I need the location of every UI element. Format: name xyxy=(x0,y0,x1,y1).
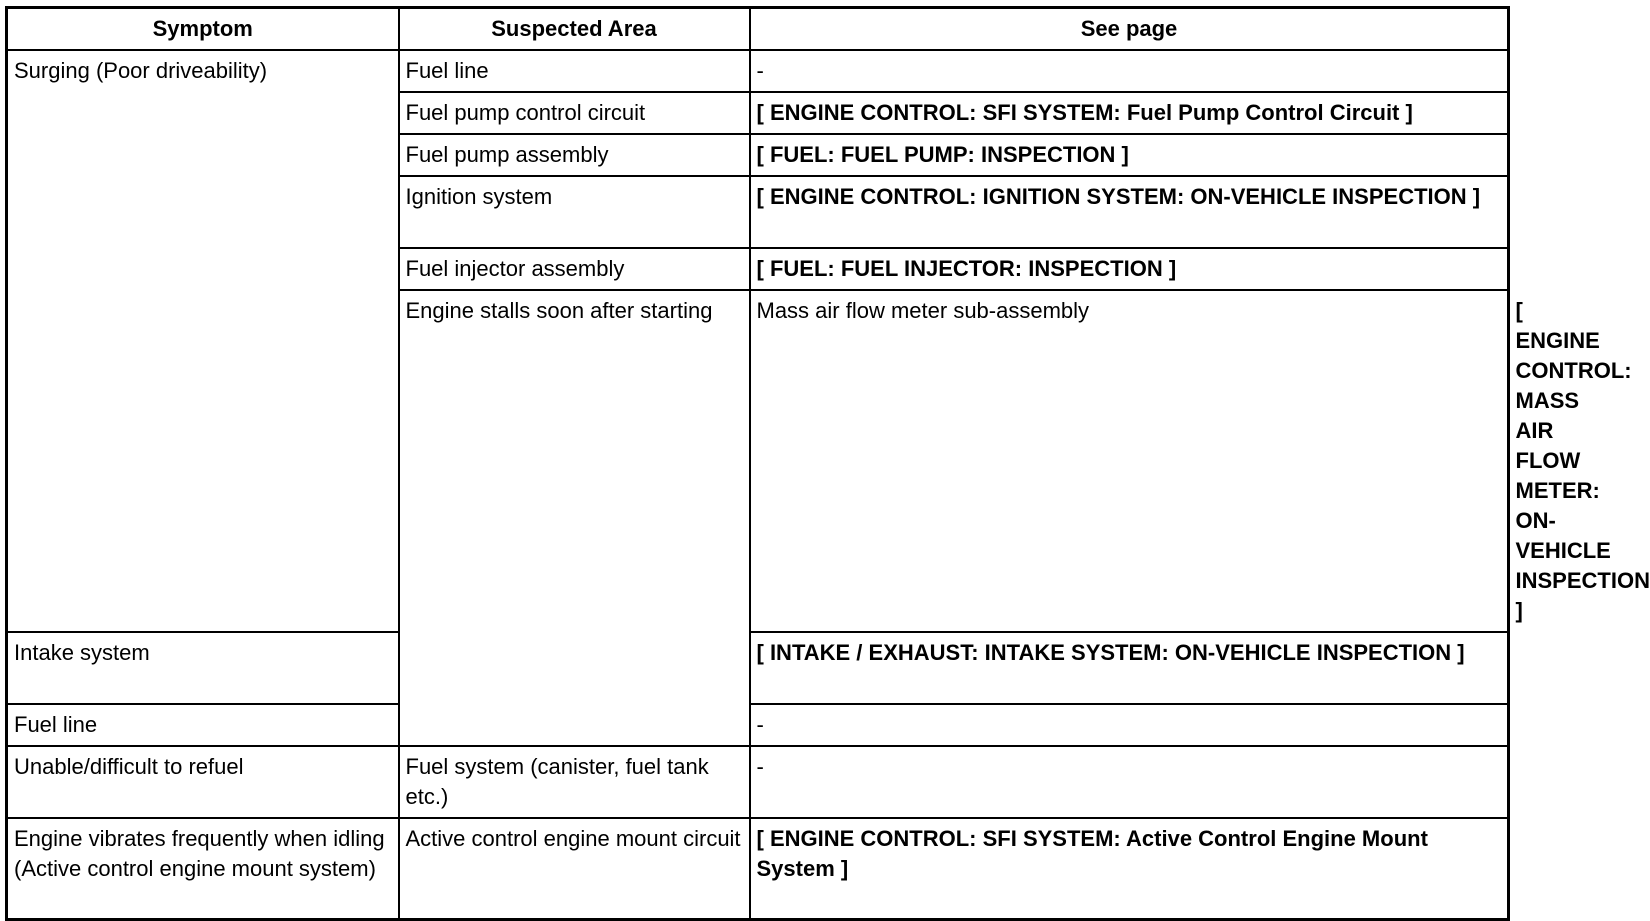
symptom-cell: Engine vibrates frequently when idling (Active control engine mount system) xyxy=(7,818,399,920)
area-cell: Fuel pump assembly xyxy=(399,134,750,176)
page-ref-cell: [ FUEL: FUEL PUMP: INSPECTION ] xyxy=(750,134,1509,176)
page-ref-cell: [ ENGINE CONTROL: IGNITION SYSTEM: ON-VEHICLE INSPECTION ] xyxy=(750,176,1509,248)
area-cell: Mass air flow meter sub-assembly xyxy=(750,290,1509,632)
table-row xyxy=(7,632,1509,704)
area-cell: Intake system xyxy=(7,632,399,704)
symptom-cell: Engine stalls soon after starting xyxy=(399,290,750,746)
page-ref-cell: [ INTAKE / EXHAUST: INTAKE SYSTEM: ON-VEHICLE INSPECTION ] xyxy=(750,632,1509,704)
page-ref-cell: [ ENGINE CONTROL: SFI SYSTEM: Active Control Engine Mount System ] xyxy=(750,818,1509,920)
page-ref-cell: [ FUEL: FUEL INJECTOR: INSPECTION ] xyxy=(750,248,1509,290)
page-ref-cell: - xyxy=(750,50,1509,92)
table-row xyxy=(7,704,1509,746)
header-symptom: Symptom xyxy=(7,8,399,50)
area-cell: Active control engine mount circuit xyxy=(399,818,750,920)
symptom-cell: Unable/difficult to refuel xyxy=(7,746,399,818)
troubleshooting-table xyxy=(5,6,1650,921)
table-row xyxy=(7,746,1509,818)
area-cell: Fuel line xyxy=(399,50,750,92)
area-cell: Fuel line xyxy=(7,704,399,746)
area-cell: Fuel system (canister, fuel tank etc.) xyxy=(399,746,750,818)
symptom-cell: Surging (Poor driveability) xyxy=(7,50,399,632)
header-suspected-area: Suspected Area xyxy=(399,8,750,50)
page-ref-cell: - xyxy=(750,704,1509,746)
area-cell: Fuel injector assembly xyxy=(399,248,750,290)
page-ref-cell: [ ENGINE CONTROL: SFI SYSTEM: Fuel Pump Control Circuit ] xyxy=(750,92,1509,134)
page-ref-cell: - xyxy=(750,746,1509,818)
table-row: Engine stalls soon after starting Mass air flow meter sub-assembly [ ENGINE CONTROL: MASS AIR FLOW METER: ON-VEHICLE INSPECTION ] xyxy=(7,290,1509,632)
table-row xyxy=(7,50,1509,92)
table-row xyxy=(7,818,1509,920)
header-see-page: See page xyxy=(750,8,1509,50)
area-cell: Ignition system xyxy=(399,176,750,248)
area-cell: Fuel pump control circuit xyxy=(399,92,750,134)
header-row xyxy=(7,8,1509,50)
